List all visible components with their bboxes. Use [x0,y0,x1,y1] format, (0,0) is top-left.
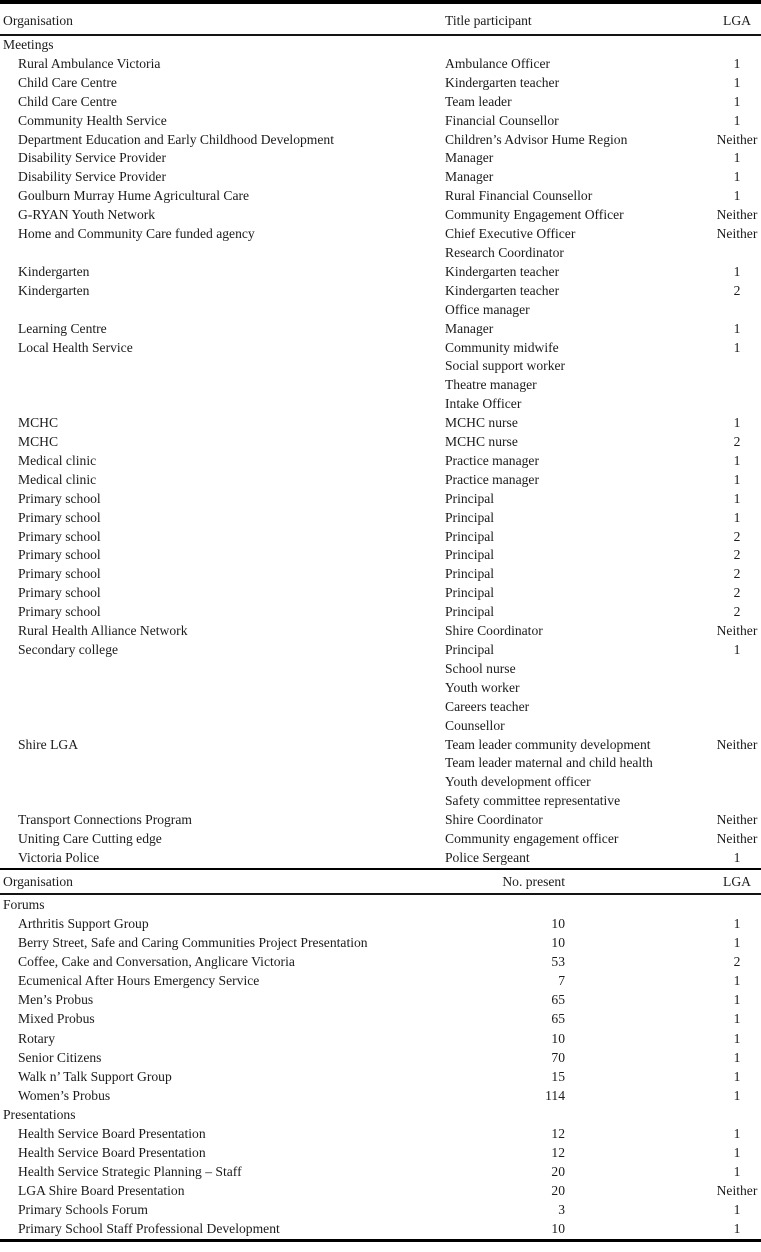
organisation-cell: Primary Schools Forum [18,1202,148,1218]
organisation-cell [0,754,442,773]
lga-cell: Neither [716,736,758,752]
lga-cell [713,301,761,320]
organisation-cell: MCHC [18,434,59,450]
title-participant-cell: Youth worker [445,679,520,695]
table-row [0,93,761,112]
organisation-cell [0,792,442,811]
table-row [0,282,761,301]
lga-cell: 2 [733,585,741,601]
lga-cell: 1 [733,74,741,90]
table-row [0,641,761,660]
organisation-cell [0,660,442,679]
lga-cell: 1 [733,973,741,989]
lga-cell [713,244,761,263]
no-present-cell: 10 [551,935,565,951]
column-header-no-present: No. present [442,869,713,894]
organisation-cell: Primary School Staff Professional Development [18,1221,280,1237]
table-row [0,660,761,679]
lga-cell: Neither [716,831,758,847]
title-participant-cell: Intake Officer [445,396,522,412]
table-row [0,528,761,547]
title-participant-cell: Kindergarten teacher [445,74,560,90]
title-participant-cell: Principal [445,490,495,506]
lga-cell: Neither [716,812,758,828]
lga-cell: 1 [733,1202,741,1218]
table-row [0,263,761,282]
lga-cell: 2 [733,566,741,582]
title-participant-cell: Shire Coordinator [445,812,543,828]
table-row [0,773,761,792]
title-participant-cell: Research Coordinator [445,244,564,260]
lga-cell [713,679,761,698]
title-participant-cell: Team leader community development [445,736,651,752]
table-row [0,1067,761,1086]
organisation-cell [0,679,442,698]
no-present-cell: 65 [551,1011,565,1027]
no-present-cell: 114 [545,1087,565,1103]
organisation-cell: Disability Service Provider [18,169,166,185]
table-row [0,952,761,971]
no-present-cell: 7 [558,973,565,989]
table-row [0,1009,761,1028]
table-row [0,301,761,320]
table-row [0,546,761,565]
table-row [0,811,761,830]
lga-cell: 1 [733,263,741,279]
title-participant-cell: Police Sergeant [445,849,530,865]
organisation-cell: Senior Citizens [18,1049,102,1065]
column-header-title-participant: Title participant [442,2,713,35]
title-participant-cell: Theatre manager [445,377,537,393]
lga-cell: 1 [733,55,741,71]
lga-cell [713,754,761,773]
table-row [0,603,761,622]
lga-cell: 1 [733,1068,741,1084]
title-participant-cell: Manager [445,150,494,166]
lga-cell: 1 [733,490,741,506]
table-row [0,830,761,849]
organisation-cell: Medical clinic [18,452,97,468]
table-row [0,1124,761,1143]
title-participant-cell: Community Engagement Officer [445,207,624,223]
organisation-cell: Primary school [18,509,101,525]
lga-cell: 1 [733,169,741,185]
lga-cell: 1 [733,150,741,166]
title-participant-cell: Practice manager [445,452,539,468]
forums-table-header [0,869,761,894]
organisation-cell: Transport Connections Program [18,812,192,828]
organisation-cell [0,773,442,792]
title-participant-cell: Careers teacher [445,698,530,714]
lga-cell: Neither [716,226,758,242]
lga-cell: 1 [733,188,741,204]
forums-presentations-table [0,868,761,1242]
title-participant-cell: Principal [445,509,495,525]
title-participant-cell: Principal [445,547,495,563]
lga-cell: 2 [733,528,741,544]
organisation-cell: Arthritis Support Group [18,915,149,931]
table-row [0,509,761,528]
no-present-cell: 12 [551,1126,565,1141]
organisation-cell: Local Health Service [18,339,133,355]
no-present-cell: 3 [558,1202,565,1218]
organisation-cell: Learning Centre [18,320,107,336]
table-row [0,792,761,811]
title-participant-cell: Principal [445,566,495,582]
lga-cell: 1 [733,1145,741,1161]
lga-cell: 2 [733,434,741,450]
title-participant-cell: Financial Counsellor [445,112,559,128]
title-participant-cell: Shire Coordinator [445,623,543,639]
organisation-cell [0,301,442,320]
title-participant-cell: Manager [445,320,494,336]
organisation-cell: Home and Community Care funded agency [18,226,255,242]
table-row [0,187,761,206]
organisation-cell [0,376,442,395]
no-present-cell: 15 [551,1068,565,1084]
table-row [0,339,761,358]
organisation-cell [0,698,442,717]
title-participant-cell: Team leader [445,93,512,109]
table-row [0,490,761,509]
organisation-cell: Medical clinic [18,471,97,487]
table-row [0,168,761,187]
no-present-cell: 65 [551,992,565,1008]
lga-cell: 1 [733,112,741,128]
lga-cell: 1 [733,452,741,468]
organisation-cell: MCHC [18,415,59,431]
table-row [0,736,761,755]
table-row [0,452,761,471]
table-row [0,395,761,414]
organisation-cell: Coffee, Cake and Conversation, Anglicare Victoria [18,954,295,970]
lga-cell: 1 [733,1126,741,1141]
table-row [0,849,761,868]
lga-cell: 1 [733,1049,741,1065]
lga-cell [713,717,761,736]
lga-cell [713,773,761,792]
title-participant-cell: Youth development officer [445,774,591,790]
lga-cell: 1 [733,339,741,355]
title-participant-cell: Kindergarten teacher [445,263,560,279]
table-row [0,698,761,717]
lga-cell [713,357,761,376]
title-participant-cell: Manager [445,169,494,185]
table-row [0,679,761,698]
table-row [0,225,761,244]
organisation-cell: Primary school [18,604,101,620]
table-row [0,414,761,433]
lga-cell [713,698,761,717]
title-participant-cell: Social support worker [445,358,566,374]
lga-cell [713,792,761,811]
organisation-cell: Goulburn Murray Hume Agricultural Care [18,188,250,204]
organisation-cell: LGA Shire Board Presentation [18,1183,185,1199]
table-row [0,1048,761,1067]
lga-cell: 1 [733,415,741,431]
meetings-table-header [0,2,761,35]
organisation-cell: Ecumenical After Hours Emergency Service [18,973,260,989]
table-row [0,717,761,736]
table-row [0,584,761,603]
organisation-cell: Health Service Board Presentation [18,1126,206,1141]
organisation-cell: Community Health Service [18,112,167,128]
table-row [0,1219,761,1240]
lga-cell: 1 [733,1221,741,1237]
lga-cell: 1 [733,992,741,1008]
table-row [0,320,761,339]
table-row [0,565,761,584]
organisation-cell: Kindergarten [18,263,90,279]
lga-cell [713,660,761,679]
lga-cell: Neither [716,131,758,147]
table-row [0,622,761,641]
table-row [0,933,761,952]
organisation-cell: Health Service Board Presentation [18,1145,206,1161]
table-row [0,754,761,773]
group-label-row [0,1105,761,1124]
organisation-cell: Berry Street, Safe and Caring Communities Project Presentation [18,935,368,951]
organisation-cell: Shire LGA [18,736,79,752]
table-row [0,112,761,131]
title-participant-cell: Community engagement officer [445,831,619,847]
lga-cell: 2 [733,282,741,298]
lga-cell: 1 [733,93,741,109]
lga-cell: Neither [716,623,758,639]
no-present-cell: 12 [551,1145,565,1161]
organisation-cell [0,244,442,263]
lga-cell: Neither [716,207,758,223]
group-label: Forums [3,896,45,912]
lga-cell: 1 [733,642,741,657]
lga-cell: Neither [716,1183,758,1199]
no-present-cell: 10 [551,1221,565,1237]
title-participant-cell: Team leader maternal and child health [445,755,653,771]
organisation-cell: Rural Ambulance Victoria [18,55,161,71]
column-header-organisation: Organisation [0,2,442,35]
title-participant-cell: Community midwife [445,339,559,355]
organisation-cell: Kindergarten [18,282,90,298]
organisation-cell [0,395,442,414]
no-present-cell: 20 [551,1183,565,1199]
table-row [0,55,761,74]
table-row [0,131,761,150]
title-participant-cell: Principal [445,642,495,657]
table-row [0,1086,761,1105]
no-present-cell: 10 [551,915,565,931]
group-label: Presentations [3,1106,76,1122]
group-label: Meetings [3,37,54,52]
table-row [0,376,761,395]
table-row [0,1143,761,1162]
title-participant-cell: MCHC nurse [445,415,518,431]
organisation-cell: Rural Health Alliance Network [18,623,188,639]
group-label-row [0,35,761,55]
lga-cell: 2 [733,547,741,563]
organisation-cell: Primary school [18,585,101,601]
column-header-organisation: Organisation [0,869,442,894]
lga-cell: 1 [733,1087,741,1103]
column-header-lga: LGA [713,2,761,35]
no-present-cell: 70 [551,1049,565,1065]
forums-table-body [0,894,761,1240]
lga-cell: 1 [733,915,741,931]
table-row [0,471,761,490]
organisation-cell: Rotary [18,1030,55,1046]
no-present-cell: 20 [551,1164,565,1180]
title-participant-cell: MCHC nurse [445,434,518,450]
organisation-cell: Child Care Centre [18,93,117,109]
table-row [0,244,761,263]
title-participant-cell: Safety committee representative [445,793,621,809]
organisation-cell: Primary school [18,547,101,563]
no-present-cell: 10 [551,1030,565,1046]
lga-cell: 1 [733,471,741,487]
meetings-table-body [0,35,761,868]
title-participant-cell: Children’s Advisor Hume Region [445,131,628,147]
lga-cell: 1 [733,1030,741,1046]
title-participant-cell: Principal [445,604,495,620]
column-header-lga: LGA [713,869,761,894]
lga-cell: 1 [733,1011,741,1027]
table-row [0,1181,761,1200]
lga-cell: 2 [733,604,741,620]
organisation-cell: Victoria Police [18,849,100,865]
organisation-cell: Health Service Strategic Planning – Staff [18,1164,242,1180]
title-participant-cell: Chief Executive Officer [445,226,576,242]
organisation-cell: G-RYAN Youth Network [18,207,156,223]
header-row [0,869,761,894]
table-row [0,1200,761,1219]
organisation-cell: Uniting Care Cutting edge [18,831,162,847]
lga-cell: 1 [733,320,741,336]
table-row [0,74,761,93]
table-row [0,206,761,225]
title-participant-cell: Counsellor [445,717,505,733]
organisation-cell: Walk n’ Talk Support Group [18,1068,172,1084]
lga-cell: 1 [733,509,741,525]
organisation-cell: Primary school [18,528,101,544]
title-participant-cell: Office manager [445,301,530,317]
table-row [0,1029,761,1048]
title-participant-cell: Kindergarten teacher [445,282,560,298]
table-row [0,433,761,452]
title-participant-cell: Rural Financial Counsellor [445,188,593,204]
organisation-cell: Disability Service Provider [18,150,166,166]
title-participant-cell: Ambulance Officer [445,55,551,71]
table-row [0,1162,761,1181]
lga-cell: 1 [733,1164,741,1180]
organisation-cell: Primary school [18,566,101,582]
lga-cell: 2 [733,954,741,970]
table-row [0,990,761,1009]
organisation-cell: Department Education and Early Childhood Development [18,131,334,147]
table-row [0,149,761,168]
lga-cell [713,395,761,414]
organisation-cell [0,717,442,736]
table-row [0,914,761,933]
organisation-cell: Mixed Probus [18,1011,95,1027]
organisation-cell: Primary school [18,490,101,506]
organisation-cell: Men’s Probus [18,992,94,1008]
lga-cell: 1 [733,935,741,951]
table-row [0,971,761,990]
no-present-cell: 53 [551,954,565,970]
title-participant-cell: Principal [445,585,495,601]
header-row [0,2,761,35]
group-label-row [0,894,761,914]
organisation-cell [0,357,442,376]
organisation-cell: Women’s Probus [18,1087,111,1103]
title-participant-cell: School nurse [445,660,516,676]
lga-cell [713,376,761,395]
organisation-cell: Child Care Centre [18,74,117,90]
organisation-cell: Secondary college [18,642,119,657]
title-participant-cell: Practice manager [445,471,539,487]
table-row [0,357,761,376]
lga-cell: 1 [733,849,741,865]
title-participant-cell: Principal [445,528,495,544]
